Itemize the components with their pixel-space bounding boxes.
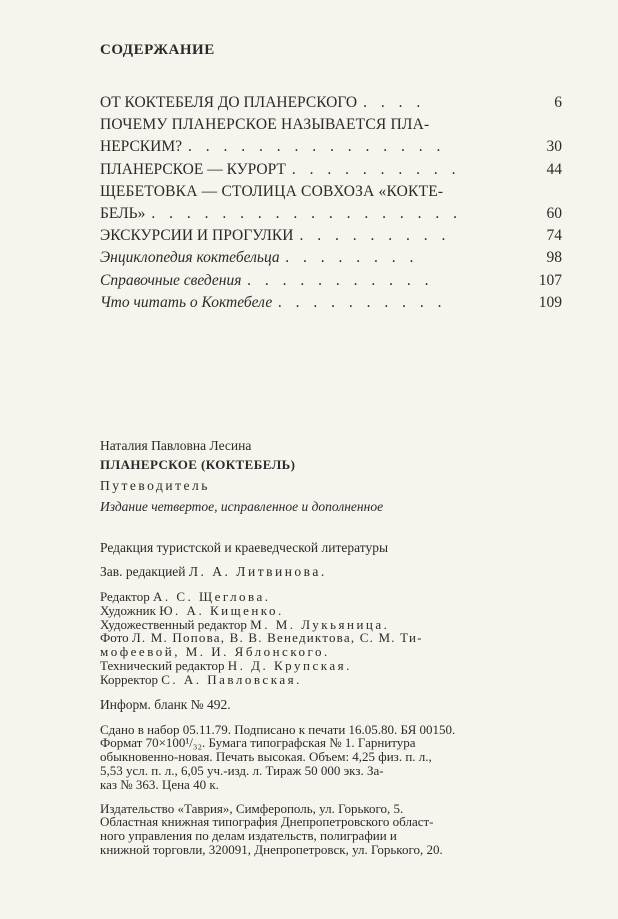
toc-entry [100,114,562,136]
print-detail-line: обыкновенно-новая. Печать высокая. Объем: 4,25 физ. п. л., [100,749,432,765]
toc-page-number: 98 [546,249,562,267]
toc-page-number: 30 [546,138,562,156]
editorial-head-name: Л. А. Литвинова. [188,564,327,579]
publisher-detail-line: книжной торговли, 320091, Днепропетровск, ул. Горького, 20. [100,841,443,857]
toc-entry-title: ОТ КОКТЕБЕЛЯ ДО ПЛАНЕРСКОГО [100,94,358,111]
toc-entry [100,292,562,314]
book-title: ПЛАНЕРСКОЕ (КОКТЕБЕЛЬ) [100,457,296,472]
toc-entry [100,203,562,225]
print-detail-line: Сдано в набор 05.11.79. Подписано к печати 16.05.80. БЯ 00150. [100,721,456,737]
staff-name: Ю. А. Кищенко. [159,602,284,618]
print-detail-line: Формат 70×100¹/₃₂. Бумага типографская № 1. Гарнитура [100,735,416,751]
toc-page-number: 74 [546,227,562,245]
staff-role: Корректор [100,671,162,687]
toc-leader-dots: . . . . . . . . . . . [247,271,434,289]
toc-page-number: 60 [546,204,562,222]
toc-entry-title: Справочные сведения [100,271,242,289]
staff-name: Л. М. Попова, В. В. Венедиктова, С. М. Ти- [131,630,423,646]
staff-name: С. А. Павловская. [161,671,302,687]
editorial-head [100,564,570,580]
editorial-head-label: Зав. редакцией [100,564,186,579]
publisher-details [100,802,570,857]
staff-credit [100,659,570,673]
staff-name: мофеевой, М. И. Яблонского. [100,644,330,660]
toc-entry-title: ЭКСКУРСИИ И ПРОГУЛКИ [100,227,294,245]
toc-entry-title: ПЛАНЕРСКОЕ — КУРОРТ [100,160,286,178]
print-detail-line: 5,53 усл. п. л., 6,05 уч.-изд. л. Тираж 50 000 экз. За- [100,762,384,778]
book-genre: Путеводитель [100,478,210,493]
toc-leader-dots: . . . . . . . . . . [278,293,447,311]
toc-page-number: 6 [554,94,562,111]
toc-page-number: 44 [546,160,562,178]
staff-credit [100,631,570,645]
staff-name: М. М. Лукьяница. [250,616,390,632]
table-of-contents [100,92,562,314]
toc-entry-title: ЩЕБЕТОВКА — СТОЛИЦА СОВХОЗА «КОКТЕ- [100,182,444,200]
editorial-office: Редакция туристской и краеведческой литературы [100,540,389,555]
author-name: Наталия Павловна Лесина [100,438,252,453]
staff-credits [100,590,570,687]
staff-role: Фото [100,630,132,646]
toc-entry-title: НЕРСКИМ? [100,138,183,156]
publisher-detail-line: Издательство «Таврия», Симферополь, ул. Горького, 5. [100,800,404,816]
print-details [100,723,570,792]
toc-entry-title: Что читать о Коктебеле [100,293,273,311]
toc-page-number: 107 [538,271,562,289]
edition-note: Издание четвертое, исправленное и дополненное [100,499,384,514]
staff-credit [100,618,570,632]
toc-leader-dots: . . . . . . . . . . [291,160,461,178]
colophon [100,438,570,857]
toc-leader-dots: . . . . . . . . . . . . . . . . . . [151,204,462,222]
toc-entry [100,136,562,158]
toc-entry [100,181,562,203]
toc-leader-dots: . . . . . . . . . . . . . . . [188,138,446,156]
print-detail-line: каз № 363. Цена 40 к. [100,776,219,792]
staff-role: Технический редактор [100,657,228,673]
toc-entry [100,225,562,247]
toc-leader-dots: . . . . [363,94,426,111]
toc-entry-title: ПОЧЕМУ ПЛАНЕРСКОЕ НАЗЫВАЕТСЯ ПЛА- [100,116,430,134]
staff-credit [100,604,570,618]
toc-page-number: 109 [538,293,562,311]
staff-name: А. С. Щеглова. [152,589,271,604]
staff-credit [100,645,570,659]
toc-heading: СОДЕРЖАНИЕ [100,42,215,58]
toc-entry-title: БЕЛЬ» [100,204,146,222]
toc-leader-dots: . . . . . . . . [285,249,419,267]
staff-role: Художник [100,602,160,618]
toc-leader-dots: . . . . . . . . . [299,227,451,245]
staff-role: Художественный редактор [100,616,251,632]
toc-entry-title: Энциклопедия коктебельца [100,249,280,267]
toc-entry [100,92,562,114]
staff-name: Н. Д. Крупская. [227,657,352,673]
staff-credit [100,590,570,604]
publisher-detail-line: Областная книжная типография Днепропетровского област- [100,814,434,830]
toc-entry [100,159,562,181]
toc-entry [100,247,562,269]
publisher-detail-line: ного управления по делам издательств, полиграфии и [100,828,397,844]
inform-blank: Информ. бланк № 492. [100,696,231,712]
staff-credit [100,673,570,687]
staff-role: Редактор [100,589,153,604]
toc-entry [100,270,562,292]
